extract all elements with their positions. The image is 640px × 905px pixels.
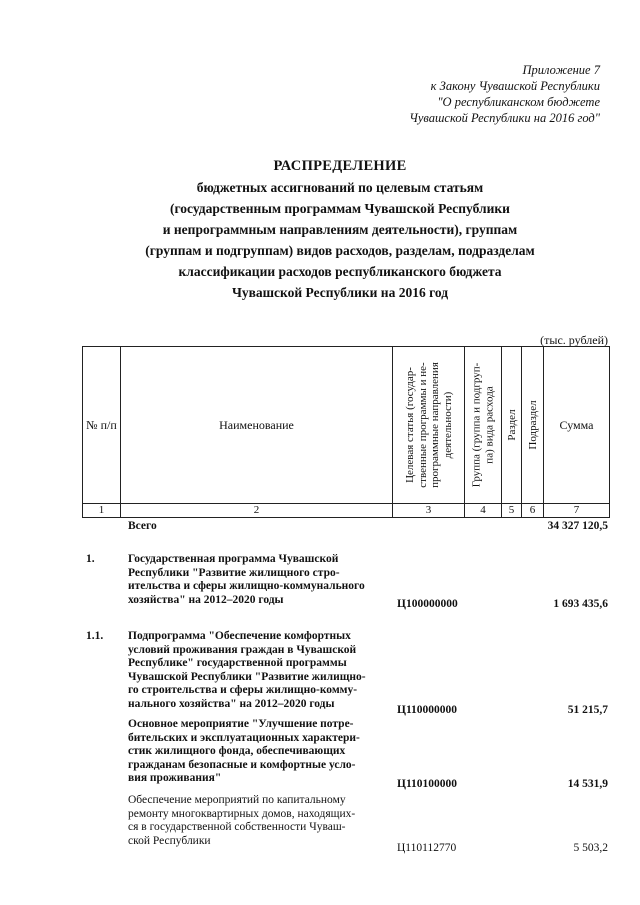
- row-name-line: Подпрограмма "Обеспечение комфортных: [128, 630, 351, 642]
- row-amount: 5 503,2: [573, 842, 608, 854]
- header-group-line: па) вида расхода: [483, 386, 495, 464]
- appendix-line: Приложение 7: [522, 63, 600, 77]
- appendix-line: к Закону Чувашской Республики: [430, 79, 600, 93]
- row-name-line: го строительства и сферы жилищно-комму-: [128, 684, 358, 696]
- header-section: [501, 346, 521, 504]
- row-name-line: Обеспечение мероприятий по капитальному: [128, 794, 346, 806]
- row-name-line: гражданам безопасные и комфортные усло-: [128, 758, 356, 771]
- row-target-code: Ц100000000: [397, 598, 458, 610]
- row-amount: 14 531,9: [567, 778, 608, 790]
- row-name-line: ской Республики: [128, 834, 211, 847]
- row-target-code: Ц110100000: [397, 778, 458, 790]
- row-name-line: ительства и сферы жилищно-коммунального: [128, 580, 365, 592]
- row-name-line: вия проживания": [128, 772, 222, 784]
- header-target-article: [392, 346, 464, 504]
- col-number: 4: [464, 504, 501, 518]
- row-name-line: Республике" государственной программы: [128, 657, 347, 669]
- header-target-line: ственные программы и не-: [416, 362, 428, 488]
- col-number: 5: [501, 504, 521, 518]
- header-amount-text: Сумма: [559, 417, 594, 432]
- title-line: и непрограммным направлениям деятельности), группам: [162, 222, 518, 237]
- row-name: [128, 630, 390, 711]
- units-label: (тыс. рублей): [540, 333, 608, 347]
- title-heading: РАСПРЕДЕЛЕНИЕ: [273, 158, 407, 174]
- row-target-code: Ц110000000: [397, 704, 458, 716]
- row-name-line: ся в государственной собственности Чуваш-: [128, 821, 346, 833]
- header-num-text: № п/п: [86, 417, 117, 432]
- total-label: Всего: [128, 520, 157, 532]
- row-name-line: Чувашской Республики "Развитие жилищно-: [128, 670, 366, 683]
- table-header: [82, 346, 610, 504]
- appendix-line: "О республиканском бюджете: [437, 95, 600, 109]
- appendix-note: [360, 62, 600, 126]
- title-line: (государственным программам Чувашской Республики: [170, 201, 510, 216]
- title-line: Чувашской Республики на 2016 год: [231, 285, 449, 300]
- header-section-text: Раздел: [505, 409, 518, 441]
- row-name-line: Республики "Развитие жилищного стро-: [128, 566, 340, 579]
- header-num: [82, 346, 120, 504]
- col-number: 3: [392, 504, 464, 518]
- row-amount: 1 693 435,6: [553, 598, 608, 610]
- col-number: 1: [82, 504, 120, 518]
- row-name: [128, 553, 390, 607]
- document-title: [80, 156, 600, 303]
- header-group-line: Группа (группа и подгруп-: [470, 362, 483, 488]
- column-numbers-row: [82, 504, 610, 518]
- row-name-line: Государственная программа Чувашской: [128, 553, 339, 565]
- total-amount: 34 327 120,5: [547, 520, 608, 532]
- header-name-text: Наименование: [219, 417, 294, 432]
- row-target-code: Ц110112770: [397, 842, 457, 854]
- header-target-line: деятельности): [441, 391, 453, 459]
- col-number: 6: [521, 504, 543, 518]
- header-amount: [543, 346, 610, 504]
- row-amount: 51 215,7: [567, 704, 608, 716]
- col-number: 2: [120, 504, 392, 518]
- header-target-line: программные направления: [428, 362, 441, 488]
- row-name-line: хозяйства" на 2012–2020 годы: [128, 593, 284, 606]
- row-name-line: нального хозяйства" на 2012–2020 годы: [128, 697, 335, 710]
- header-target-line: Целевая статья (государ-: [403, 367, 416, 483]
- row-name: [128, 718, 390, 786]
- title-line: бюджетных ассигнований по целевым статьям: [196, 180, 484, 195]
- appendix-line: Чувашской Республики на 2016 год": [409, 111, 600, 125]
- row-number: 1.1.: [86, 630, 104, 642]
- header-expense-group: [464, 346, 501, 504]
- row-name-line: стик жилищного фонда, обеспечивающих: [128, 745, 346, 757]
- row-number: 1.: [86, 553, 95, 565]
- row-name: [128, 794, 390, 848]
- col-number: 7: [543, 504, 610, 518]
- header-name: [120, 346, 392, 504]
- title-line: классификации расходов республиканского бюджета: [178, 264, 502, 279]
- row-name-line: Основное мероприятие "Улучшение потре-: [128, 718, 354, 730]
- row-name-line: условий проживания граждан в Чувашской: [128, 643, 357, 656]
- row-name-line: ремонту многоквартирных домов, находящих-: [128, 807, 356, 820]
- header-subsection: [521, 346, 543, 504]
- row-name-line: бительских и эксплуатационных характери-: [128, 731, 360, 744]
- header-subsection-text: Подраздел: [526, 400, 539, 450]
- title-line: (группам и подгруппам) видов расходов, разделам, подразделам: [145, 243, 535, 258]
